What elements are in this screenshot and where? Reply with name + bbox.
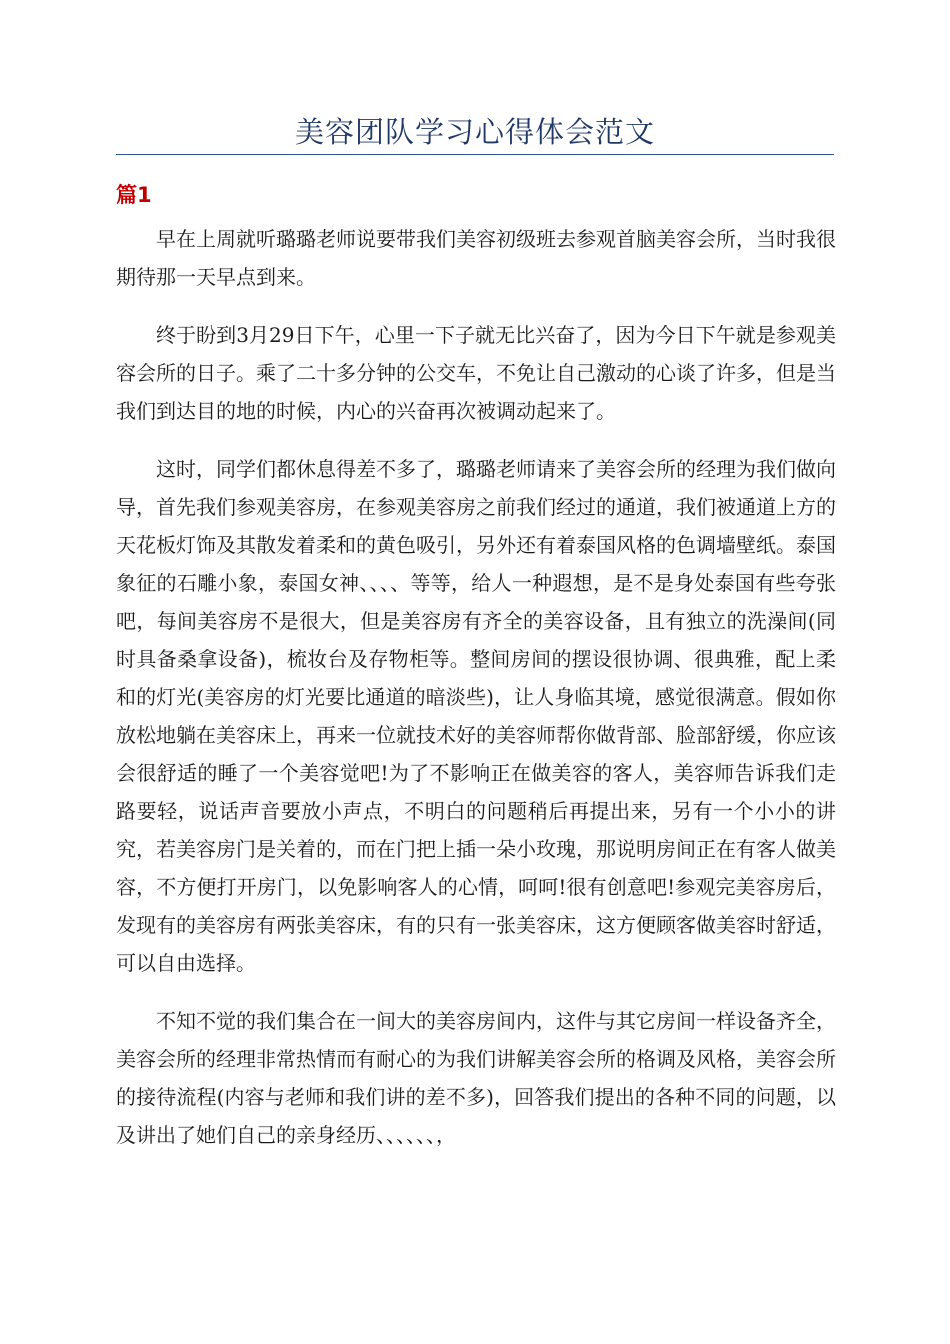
- document-title: 美容团队学习心得体会范文: [294, 115, 655, 149]
- paragraph: 终于盼到3月29日下午，心里一下子就无比兴奋了，因为今日下午就是参观美容会所的日子。乘了二十多分钟的公交车，不免让自己激动的心谈了许多，但是当我们到达目的地的时候，内心的兴奋再次被调动起来了。: [116, 323, 836, 423]
- paragraph: 不知不觉的我们集合在一间大的美容房间内，这件与其它房间一样设备齐全，美容会所的经理非常热情而有耐心的为我们讲解美容会所的格调及风格，美容会所的接待流程(内容与老师和我们讲的差不多)，回答我们提出的各种不同的问题，以及讲出了她们自己的亲身经历、、、、、、，: [116, 1009, 836, 1147]
- paragraph: 这时，同学们都休息得差不多了，璐璐老师请来了美容会所的经理为我们做向导，首先我们参观美容房，在参观美容房之前我们经过的通道，我们被通道上方的天花板灯饰及其散发着柔和的黄色吸引，另外还有着泰国风格的色调墙壁纸。泰国象征的石雕小象，泰国女神、、、、等等，给人一种遐想，是不是身处泰国有些夸张吧，每间美容房不是很大，但是美容房有齐全的美容设备，且有独立的洗澡间(同时具备桑拿设备)，梳妆台及存物柜等。整间房间的摆设很协调、很典雅，配上柔和的灯光(美容房的灯光要比通道的暗淡些)，让人身临其境，感觉很满意。假如你放松地躺在美容床上，再来一位就技术好的美容师帮你做背部、脸部舒缓，你应该会很舒适的睡了一个美容觉吧!为了不影响正在做美容的客人，美容师告诉我们走路要轻，说话声音要放小声点，不明白的问题稍后再提出来，另有一个小小的讲究，若美容房门是关着的，而在门把上插一朵小玫瑰，那说明房间正在有客人做美容，不方便打开房门，以免影响客人的心情，呵呵!很有创意吧!参观完美容房后，发现有的美容房有两张美容床，有的只有一张美容床，这方便顾客做美容时舒适，可以自由选择。: [116, 457, 836, 975]
- title-underline-divider: [116, 154, 834, 155]
- paragraph: 早在上周就听璐璐老师说要带我们美容初级班去参观首脑美容会所，当时我很期待那一天早点到来。: [116, 227, 836, 289]
- document-body: [116, 220, 836, 1174]
- section-heading: 篇1: [116, 183, 152, 207]
